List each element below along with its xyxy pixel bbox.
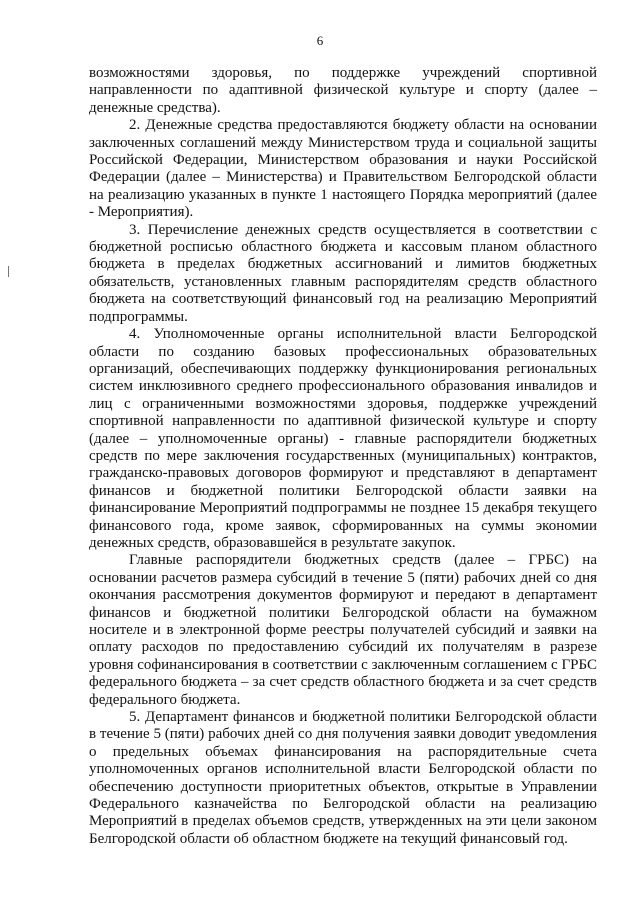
- document-body: [89, 65, 597, 848]
- scan-artifact-mark: [8, 266, 9, 277]
- page-number: 6: [316, 33, 324, 48]
- paragraph-item-2: 2. Денежные средства предоставляются бюджету области на основании заключенных соглашений между Министерством труда и социальной защиты Российской Федерации, Министерством образования и науки Российской Федерации (далее – Министерства) и Правительством Белгородской области на реализацию указанных в пункте 1 настоящего Порядка мероприятий (далее - Мероприятия).: [89, 117, 597, 221]
- paragraph-continuation: возможностями здоровья, по поддержке учреждений спортивной направленности по адаптивной физической культуре и спорту (далее – денежные средства).: [89, 65, 597, 116]
- paragraph-item-5: 5. Департамент финансов и бюджетной политики Белгородской области в течение 5 (пяти) рабочих дней со дня получения заявки доводит уведомления о предельных объемах финансирования на распорядительные счета уполномоченных органов исполнительной власти Белгородской области по обеспечению доступности приоритетных объектов, открытые в Управлении Федерального казначейства по Белгородской области на реализацию Мероприятий в пределах объемов средств, утвержденных на эти цели законом Белгородской области об областном бюджете на текущий финансовый год.: [89, 709, 597, 847]
- paragraph-grbs: Главные распорядители бюджетных средств (далее – ГРБС) на основании расчетов размера субсидий в течение 5 (пяти) рабочих дней со дня окончания рассмотрения документов формируют и передают в департамент финансов и бюджетной политики Белгородской области на бумажном носителе и в электронной форме реестры получателей субсидий и заявки на оплату расходов по предоставлению субсидий их получателям в разрезе уровня софинансирования в соответствии с заключенным соглашением с ГРБС федерального бюджета – за счет средств областного бюджета и за счет средств федерального бюджета.: [89, 552, 597, 708]
- paragraph-item-4: 4. Уполномоченные органы исполнительной власти Белгородской области по созданию базовых профессиональных образовательных организаций, обеспечивающих поддержку функционирования региональных систем инклюзивного среднего профессионального образования инвалидов и лиц с ограниченными возможностями здоровья, поддержке учреждений спортивной направленности по адаптивной физической культуре и спорту (далее – уполномоченные органы) - главные распорядители бюджетных средств по мере заключения государственных (муниципальных) контрактов, гражданско-правовых договоров формируют и представляют в департамент финансов и бюджетной политики Белгородской области заявки на финансирование Мероприятий подпрограммы не позднее 15 декабря текущего финансового года, кроме заявок, сформированных на суммы экономии денежных средств, образовавшейся в результате закупок.: [89, 326, 597, 551]
- paragraph-item-3: 3. Перечисление денежных средств осуществляется в соответствии с бюджетной росписью областного бюджета и кассовым планом областного бюджета в пределах бюджетных ассигнований и лимитов бюджетных обязательств, установленных главным распорядителям средств областного бюджета на соответствующий финансовый год на реализацию Мероприятий подпрограммы.: [89, 221, 597, 325]
